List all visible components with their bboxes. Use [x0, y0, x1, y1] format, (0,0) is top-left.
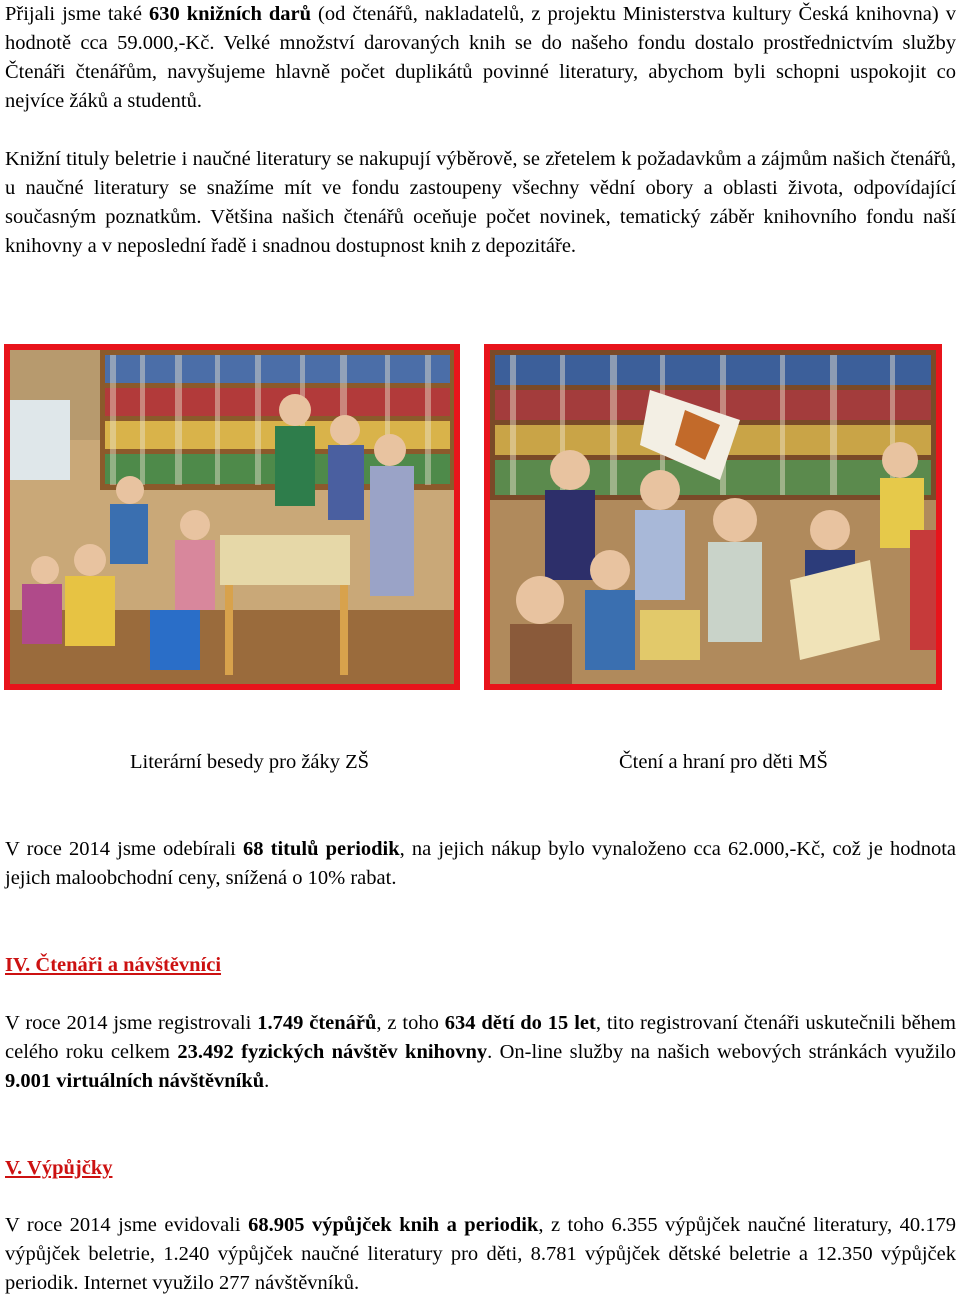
- photo-reading-kindergarten: [484, 344, 942, 690]
- readers-text: .: [264, 1070, 270, 1092]
- loans-count: 68.905 výpůjček knih a periodik: [248, 1214, 539, 1236]
- readers-text: , tito registrovaní čtenáři uskutečnili během celého roku celkem: [5, 1012, 956, 1063]
- photo-caption-right: Čtení a hraní pro děti MŠ: [619, 751, 828, 773]
- periodicals-text: V roce 2014 jsme odebírali: [5, 838, 243, 860]
- photo-caption-left: Literární besedy pro žáky ZŠ: [130, 751, 370, 773]
- section-heading-loans: V. Výpůjčky: [5, 1157, 113, 1179]
- children-count: 634 dětí do 15 let: [444, 1012, 596, 1034]
- periodicals-paragraph: [5, 835, 956, 893]
- section-heading-readers: IV. Čtenáři a návštěvníci: [5, 954, 222, 976]
- intro-text: Přijali jsme také: [5, 3, 149, 25]
- photo-reading-kindergarten-image: [490, 350, 936, 684]
- photo-library-discussion-image: [10, 350, 454, 684]
- loans-text: , z toho 6.355 výpůjček naučné literatury, 40.179 výpůjček beletrie, 1.240 výpůjček naučné literatury pro děti, 8.781 výpůjček dětské beletrie a 12.350 výpůjček periodik. Internet využilo 277 návštěvníků.: [5, 1214, 956, 1294]
- readers-paragraph: [5, 1009, 956, 1096]
- readers-text: V roce 2014 jsme registrovali: [5, 1012, 258, 1034]
- periodicals-count: 68 titulů periodik: [242, 838, 400, 860]
- intro-paragraph-1: [5, 0, 956, 116]
- virtual-visitors-count: 9.001 virtuálních návštěvníků: [5, 1070, 265, 1092]
- intro-paragraph-2: Knižní tituly beletrie i naučné literatury se nakupují výběrově, se zřetelem k požadavkům a zájmům našich čtenářů, u naučné literatury se snažíme mít ve fondu zastoupeny všechny vědní obory a oblasti života, odpovídající současným poznatkům. Většina našich čtenářů oceňuje počet novinek, tematický záběr knihovního fondu naší knihovny a v neposlední řadě i snadnou dostupnost knih z depozitáře.: [5, 148, 956, 257]
- readers-count: 1.749 čtenářů: [257, 1012, 377, 1034]
- periodicals-text: , na jejich nákup bylo vynaloženo cca 62.000,-Kč, což je hodnota jejich maloobchodní ceny, snížená o 10% rabat.: [5, 838, 957, 889]
- photo-library-discussion: [4, 344, 460, 690]
- intro-text: (od čtenářů, nakladatelů, z projektu Ministerstva kultury Česká knihovna) v hodnotě cca 59.000,-Kč. Velké množství darovaných knih se do našeho fondu dostalo prostřednictvím služby Čtenáři čtenářům, navyšujeme hlavně počet duplikátů povinné literatury, abychom byli schopni uspokojit co nejvíce žáků a studentů.: [5, 3, 956, 112]
- loans-text: V roce 2014 jsme evidovali: [5, 1214, 249, 1236]
- loans-paragraph: [5, 1211, 956, 1298]
- readers-text: . On-line služby na našich webových stránkách využilo: [487, 1041, 956, 1063]
- readers-text: , z toho: [376, 1012, 445, 1034]
- intro-donations-count: 630 knižních darů: [148, 3, 312, 25]
- visits-count: 23.492 fyzických návštěv knihovny: [177, 1041, 488, 1063]
